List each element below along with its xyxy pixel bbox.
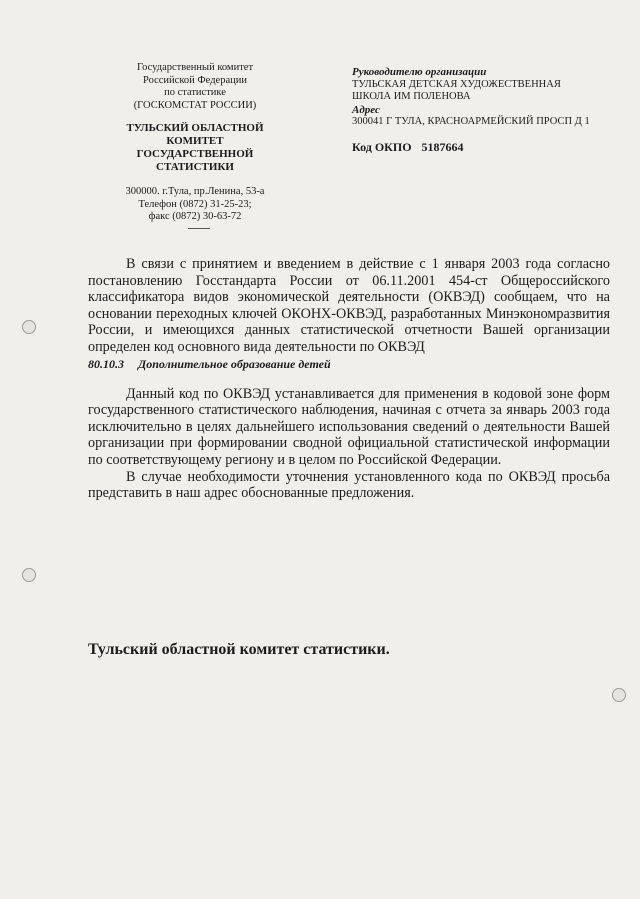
separator-mark [188, 228, 210, 229]
recipient-header: Руководителю организации [352, 66, 487, 78]
punch-hole-top [22, 320, 36, 334]
okpo-value: 5187664 [421, 139, 464, 154]
sender-line: Российской Федерации [143, 74, 247, 86]
sender-address-line: 300000. г.Тула, пр.Ленина, 53-а [125, 186, 265, 197]
paragraph-3: В случае необходимости уточнения установленного кода по ОКВЭД просьба представить в наш адрес обоснованные предложения. [88, 468, 610, 502]
committee-name [100, 122, 290, 174]
okpo-code [352, 141, 622, 154]
sender-phone: Телефон (0872) 31-25-23; [138, 198, 252, 210]
address-label: Адрес [352, 103, 380, 116]
punch-hole-bottom [22, 568, 36, 582]
paragraph-1: В связи с принятием и введением в действие с 1 января 2003 года согласно постановлению Госстандарта России от 06.11.2001 454-ст Общероссийского классификатора видов экономической деятельности (ОКВЭД) сообщаем, что на основании переходных ключей ОКОНХ-ОКВЭД, разработанных Минэкономразвития России, и имеющихся данных статистической отчетности Вашей организации определен код основного вида деятельности по ОКВЭД [88, 256, 610, 355]
okved-code-desc: Дополнительное образование детей [138, 356, 331, 371]
sender-block [100, 62, 290, 224]
recipient-address: 300041 Г ТУЛА, КРАСНОАРМЕЙСКИЙ ПРОСП Д 1 [352, 116, 590, 127]
paragraph-2: Данный код по ОКВЭД устанавливается для применения в кодовой зоне форм государственного статистического наблюдения, начиная с отчета за январь 2003 года исключительно в целях дальнейшего использования сведений о деятельности Вашей организации при формировании сводной официальной статистической информации по соответствующему региону и в целом по Российской Федерации. [88, 385, 610, 468]
letter-body [88, 256, 610, 502]
sender-fax: факс (0872) 30-63-72 [148, 211, 242, 222]
sender-line: по статистике [164, 87, 226, 98]
punch-hole-right [612, 688, 626, 702]
recipient-org-line: ШКОЛА ИМ ПОЛЕНОВА [352, 91, 471, 102]
sender-line: (ГОСКОМСТАТ РОССИИ) [133, 99, 257, 111]
sender-line: Государственный комитет [136, 62, 254, 73]
committee-line: ТУЛЬСКИЙ ОБЛАСТНОЙ КОМИТЕТ [126, 122, 264, 147]
recipient-block [352, 66, 622, 153]
sender-address [100, 186, 290, 224]
okpo-label: Код ОКПО [352, 139, 412, 154]
signature-line: Тульский областной комитет статистики. [88, 641, 390, 658]
recipient-org-line: ТУЛЬСКАЯ ДЕТСКАЯ ХУДОЖЕСТВЕННАЯ [352, 78, 561, 90]
okved-code-line [88, 356, 610, 372]
okved-code: 80.10.3 [88, 356, 124, 371]
committee-line: ГОСУДАРСТВЕННОЙ СТАТИСТИКИ [136, 148, 254, 173]
